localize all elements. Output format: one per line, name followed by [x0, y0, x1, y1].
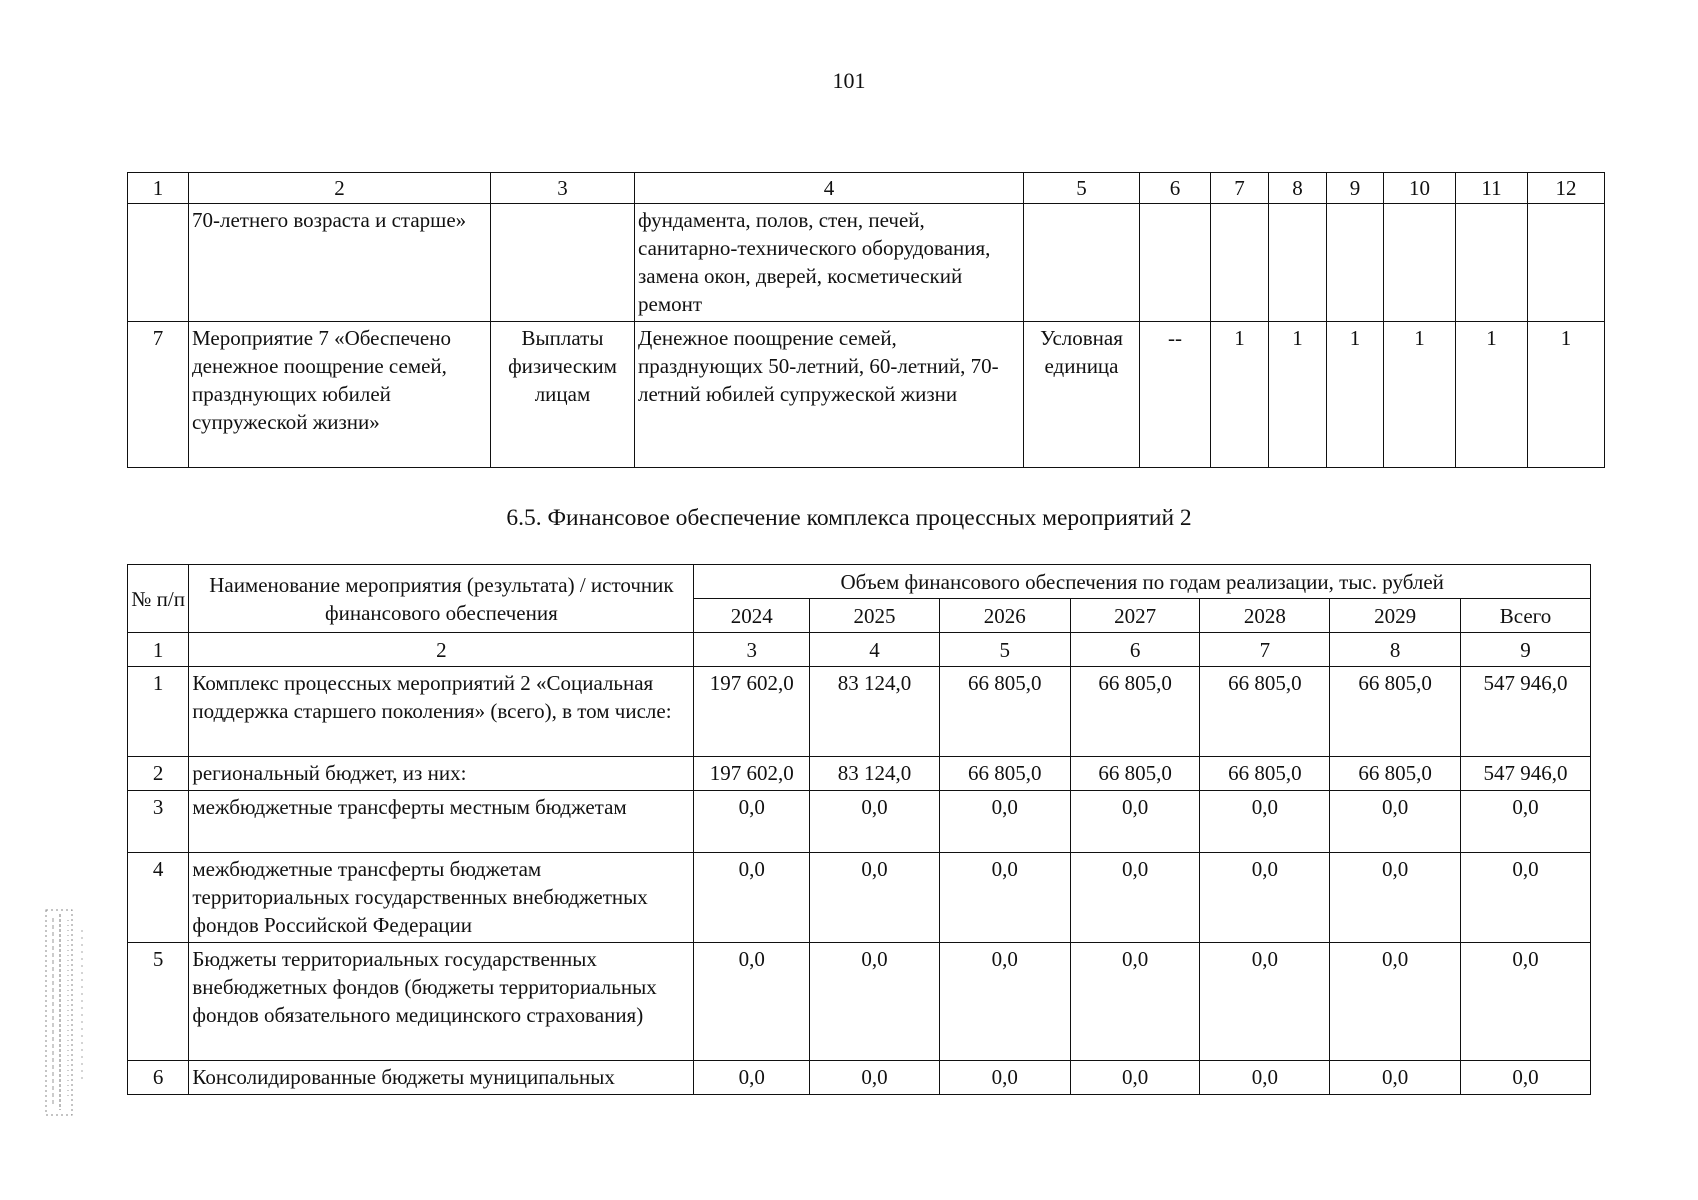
total-cell: 547 946,0	[1461, 667, 1591, 757]
value-cell: 0,0	[939, 1061, 1070, 1095]
value-cell: 0,0	[694, 853, 810, 943]
row-number: 2	[128, 757, 189, 791]
year-header: 2029	[1330, 599, 1461, 633]
row-name: региональный бюджет, из них:	[189, 757, 694, 791]
value-cell: 0,0	[1070, 1061, 1200, 1095]
table-cell: 1	[1327, 322, 1384, 468]
value-cell: 0,0	[810, 791, 940, 853]
value-cell: 0,0	[810, 943, 940, 1061]
value-cell: 66 805,0	[939, 667, 1070, 757]
row-number: 6	[128, 1061, 189, 1095]
table-row	[128, 791, 1591, 853]
value-cell: 0,0	[939, 943, 1070, 1061]
table-cell: 1	[1211, 322, 1269, 468]
measure-unit	[1024, 204, 1140, 322]
page-number: 101	[832, 68, 866, 93]
row-name: Консолидированные бюджеты муниципальных	[189, 1061, 694, 1095]
column-number: 12	[1528, 173, 1605, 204]
value-cell: 66 805,0	[1330, 757, 1461, 791]
value-cell: 66 805,0	[939, 757, 1070, 791]
total-cell: 0,0	[1461, 943, 1591, 1061]
measure-name: 70-летнего возраста и старше»	[189, 204, 491, 322]
table-row	[128, 1061, 1591, 1095]
value-cell: 0,0	[1330, 853, 1461, 943]
value-cell: 0,0	[694, 1061, 810, 1095]
measure-description: фундамента, полов, стен, печей, санитарно-технического оборудования, замена окон, дверей, косметический ремонт	[635, 204, 1024, 322]
column-number: 6	[1070, 633, 1200, 667]
total-cell: 0,0	[1461, 791, 1591, 853]
column-number: 7	[1211, 173, 1269, 204]
column-number: 4	[810, 633, 940, 667]
table-cell	[1384, 204, 1456, 322]
table-cell	[1327, 204, 1384, 322]
value-cell: 0,0	[1070, 853, 1200, 943]
column-header-name: Наименование мероприятия (результата) / источник финансового обеспечения	[189, 565, 694, 633]
table-row	[128, 322, 1605, 468]
column-number: 2	[189, 633, 694, 667]
value-cell: 66 805,0	[1200, 757, 1330, 791]
row-number	[128, 204, 189, 322]
row-number: 7	[128, 322, 189, 468]
section-title: 6.5. Финансовое обеспечение комплекса процессных мероприятий 2	[506, 505, 1192, 531]
total-cell: 0,0	[1461, 853, 1591, 943]
measures-table	[127, 172, 1605, 468]
value-cell: 0,0	[694, 943, 810, 1061]
column-number: 10	[1384, 173, 1456, 204]
value-cell: 197 602,0	[694, 667, 810, 757]
value-cell: 0,0	[1200, 1061, 1330, 1095]
value-cell: 66 805,0	[1200, 667, 1330, 757]
table-cell	[1456, 204, 1528, 322]
value-cell: 0,0	[939, 791, 1070, 853]
year-header: 2028	[1200, 599, 1330, 633]
column-number: 8	[1269, 173, 1327, 204]
value-cell: 66 805,0	[1070, 757, 1200, 791]
value-cell: 83 124,0	[810, 757, 940, 791]
measure-description: Денежное поощрение семей, празднующих 50-летний, 60-летний, 70-летний юбилей супружеской жизни	[635, 322, 1024, 468]
table-row	[128, 667, 1591, 757]
table-cell: 1	[1456, 322, 1528, 468]
table-number-row	[128, 633, 1591, 667]
column-number: 4	[635, 173, 1024, 204]
value-cell: 0,0	[1330, 943, 1461, 1061]
total-cell: 0,0	[1461, 1061, 1591, 1095]
table-cell	[1528, 204, 1605, 322]
table-cell: 1	[1269, 322, 1327, 468]
value-cell: 197 602,0	[694, 757, 810, 791]
year-header: 2025	[810, 599, 940, 633]
value-cell: 66 805,0	[1330, 667, 1461, 757]
value-cell: 0,0	[810, 853, 940, 943]
row-number: 5	[128, 943, 189, 1061]
year-header: 2024	[694, 599, 810, 633]
column-number: 6	[1140, 173, 1211, 204]
table-cell: --	[1140, 322, 1211, 468]
table-row	[128, 853, 1591, 943]
year-header: 2027	[1070, 599, 1200, 633]
column-number: 11	[1456, 173, 1528, 204]
value-cell: 0,0	[1200, 943, 1330, 1061]
column-number: 3	[491, 173, 635, 204]
column-number: 9	[1461, 633, 1591, 667]
column-number: 8	[1330, 633, 1461, 667]
row-name: Бюджеты территориальных государственных внебюджетных фондов (бюджеты территориальных фондов обязательного медицинского страхования)	[189, 943, 694, 1061]
scan-stamp-mark	[20, 900, 102, 1125]
value-cell: 0,0	[810, 1061, 940, 1095]
column-number: 1	[128, 173, 189, 204]
table-header-row	[128, 173, 1605, 204]
value-cell: 66 805,0	[1070, 667, 1200, 757]
value-cell: 0,0	[694, 791, 810, 853]
column-header-number: № п/п	[128, 565, 189, 633]
column-header-volume: Объем финансового обеспечения по годам реализации, тыс. рублей	[694, 565, 1591, 599]
value-cell: 0,0	[1330, 1061, 1461, 1095]
column-number: 7	[1200, 633, 1330, 667]
row-name: межбюджетные трансферты местным бюджетам	[189, 791, 694, 853]
table-cell: 1	[1384, 322, 1456, 468]
table-header-row	[128, 565, 1591, 599]
table-row	[128, 204, 1605, 322]
row-name: межбюджетные трансферты бюджетам территориальных государственных внебюджетных фондов Российской Федерации	[189, 853, 694, 943]
table-row	[128, 943, 1591, 1061]
total-cell: 547 946,0	[1461, 757, 1591, 791]
column-number: 3	[694, 633, 810, 667]
value-cell: 0,0	[1200, 791, 1330, 853]
measure-unit: Условная единица	[1024, 322, 1140, 468]
row-name: Комплекс процессных мероприятий 2 «Социальная поддержка старшего поколения» (всего), в том числе:	[189, 667, 694, 757]
value-cell: 83 124,0	[810, 667, 940, 757]
value-cell: 0,0	[1330, 791, 1461, 853]
measure-type: Выплаты физическим лицам	[491, 322, 635, 468]
measure-type	[491, 204, 635, 322]
column-number: 5	[939, 633, 1070, 667]
total-header: Всего	[1461, 599, 1591, 633]
table-row	[128, 757, 1591, 791]
value-cell: 0,0	[1070, 943, 1200, 1061]
column-number: 1	[128, 633, 189, 667]
table-cell: 1	[1528, 322, 1605, 468]
table-cell	[1211, 204, 1269, 322]
table-cell	[1269, 204, 1327, 322]
value-cell: 0,0	[939, 853, 1070, 943]
table-cell	[1140, 204, 1211, 322]
row-number: 3	[128, 791, 189, 853]
row-number: 1	[128, 667, 189, 757]
row-number: 4	[128, 853, 189, 943]
column-number: 9	[1327, 173, 1384, 204]
year-header: 2026	[939, 599, 1070, 633]
value-cell: 0,0	[1070, 791, 1200, 853]
value-cell: 0,0	[1200, 853, 1330, 943]
financing-table	[127, 564, 1591, 1095]
column-number: 2	[189, 173, 491, 204]
column-number: 5	[1024, 173, 1140, 204]
measure-name: Мероприятие 7 «Обеспечено денежное поощрение семей, празднующих юбилей супружеской жизни»	[189, 322, 491, 468]
